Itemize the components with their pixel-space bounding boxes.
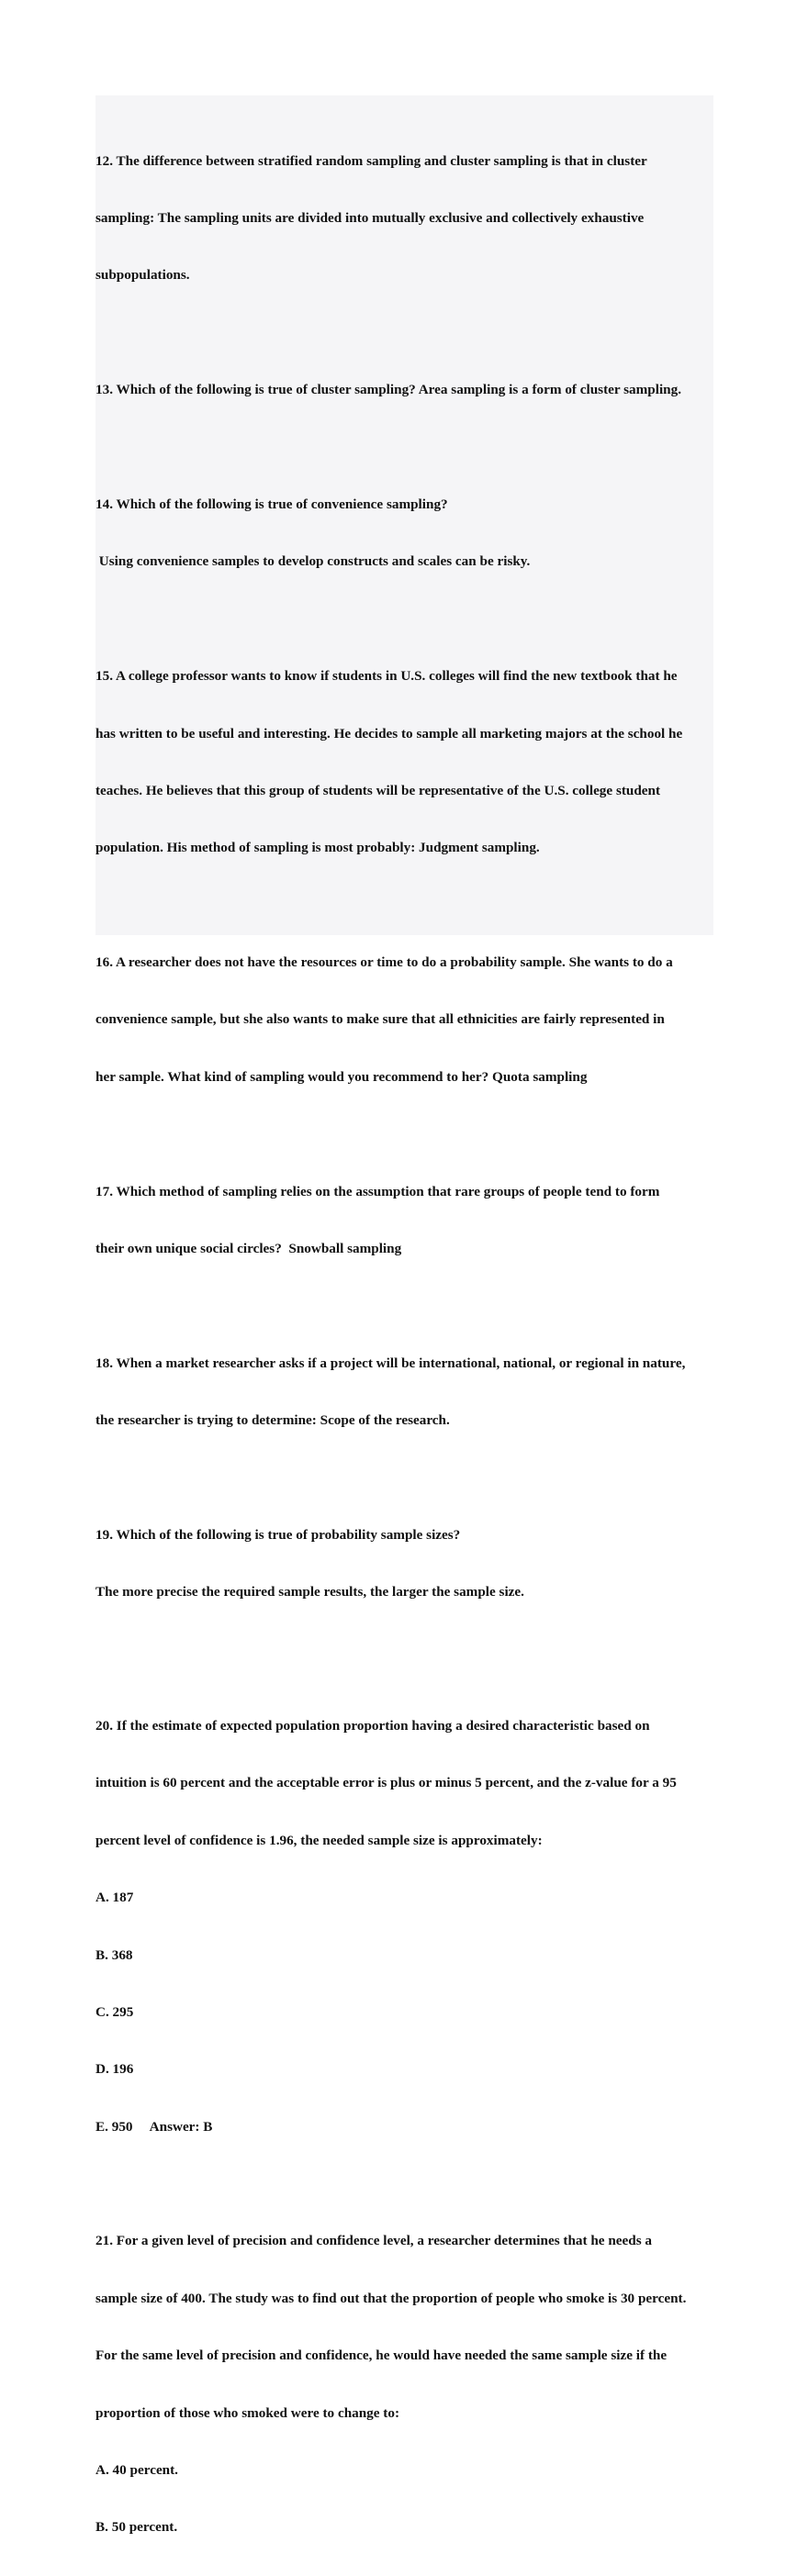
question-line: teaches. He believes that this group of students will be representative of the U.S. college student: [95, 782, 661, 798]
spacer: [95, 610, 713, 630]
question-13: [95, 343, 713, 439]
question-12: [95, 114, 713, 324]
question-line: 19. Which of the following is true of probability sample sizes?: [95, 1526, 461, 1543]
question-21: [95, 2194, 713, 2576]
answer-option: A. 187: [95, 1890, 134, 1906]
question-line: proportion of those who smoked were to change to:: [95, 2404, 400, 2421]
answer-option: B. 368: [95, 1946, 133, 1963]
question-line: has written to be useful and interesting. He decides to sample all marketing majors at the school he: [95, 725, 683, 742]
question-16: [95, 915, 713, 1125]
question-line: her sample. What kind of sampling would you recommend to her? Quota sampling: [95, 1068, 588, 1085]
answer-option: A. 40 percent.: [95, 2462, 178, 2479]
spacer: [95, 2175, 713, 2194]
spacer: [95, 324, 713, 343]
question-19: [95, 1488, 713, 1640]
spacer: [95, 1469, 713, 1489]
question-line: population. His method of sampling is most probably: Judgment sampling.: [95, 840, 540, 856]
question-line: convenience sample, but she also wants to make sure that all ethnicities are fairly represented in: [95, 1011, 665, 1028]
question-20: [95, 1678, 713, 2175]
answer-option: C. 295: [95, 2003, 134, 2020]
question-line: intuition is 60 percent and the acceptable error is plus or minus 5 percent, and the z-value for a 95: [95, 1775, 677, 1791]
question-line: percent level of confidence is 1.96, the needed sample size is approximately:: [95, 1832, 543, 1848]
spacer: [95, 1641, 713, 1679]
question-line: their own unique social circles? Snowball sampling: [95, 1241, 402, 1257]
question-line: sampling: The sampling units are divided into mutually exclusive and collectively exhaustive: [95, 209, 645, 226]
question-line: 16. A researcher does not have the resources or time to do a probability sample. She wants to do a: [95, 954, 673, 971]
question-line: 13. Which of the following is true of cluster sampling? Area sampling is a form of cluster sampling.: [95, 382, 682, 398]
spacer: [95, 1125, 713, 1144]
question-line: 15. A college professor wants to know if students in U.S. colleges will find the new textbook that he: [95, 668, 678, 685]
question-17: [95, 1144, 713, 1297]
question-line: subpopulations.: [95, 267, 190, 284]
spacer: [95, 897, 713, 916]
question-14: [95, 457, 713, 609]
question-line: 20. If the estimate of expected population proportion having a desired characteristic based on: [95, 1717, 650, 1734]
question-line: Using convenience samples to develop constructs and scales can be risky.: [95, 553, 531, 570]
question-line: The more precise the required sample results, the larger the sample size.: [95, 1584, 524, 1600]
question-line: the researcher is trying to determine: Scope of the research.: [95, 1412, 450, 1429]
answer-option: D. 196: [95, 2061, 134, 2078]
question-line: 14. Which of the following is true of convenience sampling?: [95, 496, 448, 512]
question-15: [95, 630, 713, 897]
question-line: For the same level of precision and confidence, he would have needed the same sample size if the: [95, 2347, 668, 2364]
spacer: [95, 1297, 713, 1316]
question-line: 12. The difference between stratified random sampling and cluster sampling is that in cluster: [95, 152, 647, 169]
question-18: [95, 1316, 713, 1468]
question-line: 21. For a given level of precision and confidence level, a researcher determines that he needs a: [95, 2233, 653, 2249]
answer-option: E. 950 Answer: B: [95, 2118, 213, 2135]
document-content: [95, 95, 713, 2536]
answer-option: B. 50 percent.: [95, 2519, 178, 2536]
spacer: [95, 439, 713, 458]
question-line: sample size of 400. The study was to find out that the proportion of people who smoke is 30 percent.: [95, 2290, 687, 2306]
question-line: 17. Which method of sampling relies on the assumption that rare groups of people tend to form: [95, 1183, 660, 1199]
question-line: 18. When a market researcher asks if a project will be international, national, or regional in nature,: [95, 1355, 686, 1371]
